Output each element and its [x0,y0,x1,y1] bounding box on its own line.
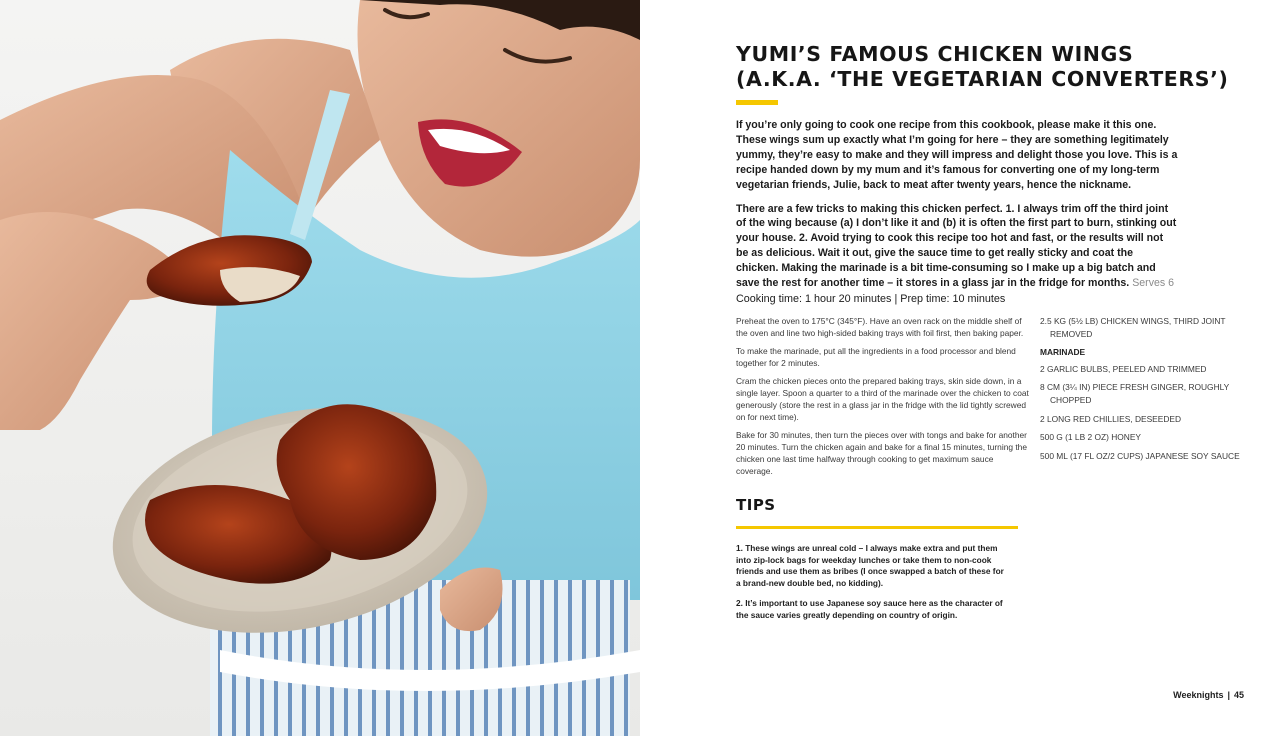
footer-separator: | [1227,690,1230,700]
ingredient-item: 2.5 KG (5½ LB) CHICKEN WINGS, THIRD JOINT REMOVED [1040,316,1226,339]
recipe-page [640,0,1280,736]
tips-accent-rule [736,526,1018,529]
method-step: To make the marinade, put all the ingredients in a food processor and blend together for 2 minutes. [736,346,1016,368]
hand-left [0,212,190,430]
recipe-times [736,292,1176,306]
method-step: Preheat the oven to 175°C (345°F). Have an oven rack on the middle shelf of the oven and line two high-sided baking trays with foil first, then baking paper. [736,316,1024,338]
tips-list [736,543,1006,631]
tip-item: 1. These wings are unreal cold – I always make extra and put them into zip-lock bags for weekday lunches or take them to non-cook friends and use them as bribes (I once swapped a batch of these for a brand-new double bed, no kidding). [736,543,1004,588]
tips-heading: TIPS [736,496,776,514]
marinade-heading: MARINADE [1040,347,1086,358]
page-number: 45 [1233,690,1244,700]
recipe-intro [736,118,1178,300]
intro-paragraph-1: If you’re only going to cook one recipe from this cookbook, please make it this one. These wings sum up exactly what I’m going for here – they are something legitimately yummy, they’re easy to make and they will impress and delight those you love. This is a recipe handed down by my mum and it’s famous for converting one of my long-term vegetarian friends, Julie, back to meat after twenty years, hence the nickname. [736,119,1178,191]
title-line-1: YUMI’S FAMOUS CHICKEN WINGS [736,42,1134,66]
title-accent-rule [736,100,778,105]
tip-item: 2. It’s important to use Japanese soy sauce here as the character of the sauce varies greatly depending on country of origin. [736,598,1003,620]
prep-time: Prep time: 10 minutes [900,293,1006,305]
title-line-2: (A.K.A. ‘THE VEGETARIAN CONVERTERS’) [736,67,1229,91]
method-step: Cram the chicken pieces onto the prepared baking trays, skin side down, in a single layer. Spoon a quarter to a third of the marinade over the chicken to coat generously (store the rest in a glass jar in the fridge with the lid tightly screwed on for next time). [736,376,1029,422]
times-separator: | [894,293,898,305]
ingredient-item: 2 GARLIC BULBS, PEELED AND TRIMMED [1040,363,1207,374]
recipe-title [736,42,1256,92]
page-footer [1173,690,1244,700]
intro-paragraph-2 [736,202,1178,291]
serves-label: Serves 6 [1132,277,1175,290]
ingredient-item: 500 G (1 LB 2 OZ) HONEY [1040,432,1141,443]
intro-paragraph-2-text: There are a few tricks to making this chicken perfect. 1. I always trim off the third joint of the wing because (a) I don’t like it and (b) it is often the first part to burn, stinking out your house. 2. Avoid trying to cook this recipe too hot and fast, or the results will not be as delicious. Wait it out, give the sauce time to get really sticky and coat the chicken. Making the marinade is a bit time-consuming so I make up a big batch and save the rest for another time – it stores in a glass jar in the fridge for months. [736,202,1177,290]
ingredient-item: 8 CM (3¼ IN) PIECE FRESH GINGER, ROUGHLY CHOPPED [1040,382,1230,405]
face-shape [358,0,641,257]
cooking-time: Cooking time: 1 hour 20 minutes [736,293,892,305]
section-name: Weeknights [1173,690,1224,700]
ingredients-list [1040,315,1240,468]
method-steps [736,315,1032,483]
method-step: Bake for 30 minutes, then turn the pieces over with tongs and bake for another 20 minutes. Turn the chicken again and bake for a final 15 minutes, turning the chicken one last time halfway through cooking to get maximum sauce coverage. [736,430,1027,476]
ingredient-item: 2 LONG RED CHILLIES, DESEEDED [1040,413,1182,424]
ingredient-item: 500 ML (17 FL OZ/2 CUPS) JAPANESE SOY SAUCE [1040,450,1240,461]
